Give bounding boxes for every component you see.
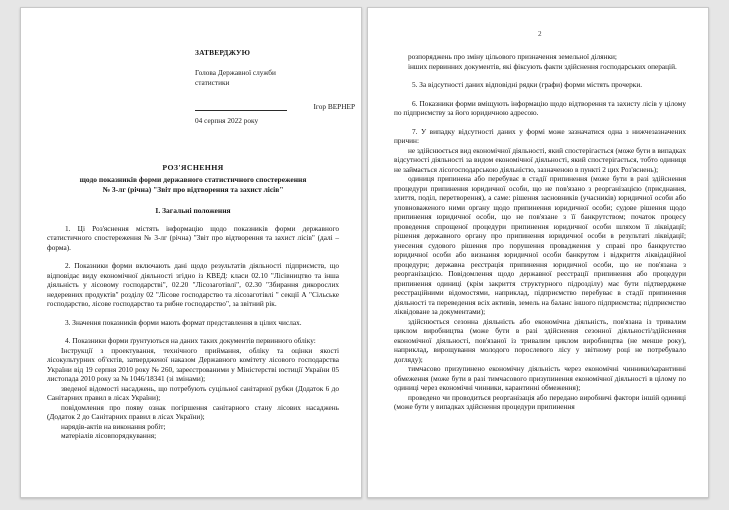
document-title: РОЗ'ЯСНЕННЯ [162,163,224,172]
document-page-2[interactable] [367,7,709,498]
page-1-content [47,22,355,487]
paragraph-4: 4. Показники форми ґрунтуються на даних таких документів первинного обліку: [65,336,316,345]
paragraph-4-item-1: Інструкції з проектування, технічного приймання, обліку та оцінки якості лісокультурних об'єктів, затвердженої наказом Державного комітету лісового господарства України від 19 серпня 2010 року № 260, зареєстрованими у Міністерстві юстиції України 05 листопада 2010 року за № 1046/18341 (зі змінами); [47,345,339,383]
document-subtitle-line-1: щодо показників форми державного статистичного спостереження [79,174,307,184]
paragraph-7-item-5: проведено чи проводиться реорганізація або передано виробничі фактори іншій одиниці (може бути у випадках здійснення процедури припинення [394,392,686,411]
approval-block [195,48,355,125]
paragraph-7-item-1: не здійснюється вид економічної діяльності, який спостерігається (може бути в випадках відсутності діяльності за видом економічної діяльності, який спостерігається, тобто одиниця не займається лісогосподарською діяльністю, зазначеною в пункті 2 цих Роз'яснень); [394,145,686,174]
signature-line [195,102,287,111]
continuation-item-1: розпоряджень про зміну цільового призначення земельної ділянки; [408,52,617,61]
document-title-block [47,163,339,195]
approval-date: 04 серпня 2022 року [195,116,259,125]
paragraph-7-item-3: здійснюється сезонна діяльність або економічна діяльність, пов'язана із тривалим циклом виробництва (може бути в разі здійснення сезонної діяльності/здійснення економічної діяльності, пов'язаної із тривалим циклом виробництва (не менше року), наприклад, вирощування молодого порослевого лісу у звітному році не потребувало догляду); [394,316,686,364]
paragraph-7-item-2: одиниця припинена або перебуває в стадії припинення (може бути в разі здійснення процедури припинення юридичної особи, що не пов'язано з реорганізацією (приєднання, злиття, поділ, перетворення), а саме: рішення засновників (учасників) юридичної особи або уповноваженого ними органу щодо припинення юридичної особи; судове рішення щодо припинення юридичної особи, що не пов'язане з її банкрутством; початок процесу проведення спрощеної процедури припинення юридичної особи шляхом її ліквідації; рішення державного органу про припинення юридичної особи в результаті ліквідації; унесення судового рішення про порушення провадження у справі про банкрутство юридичної особи або визнання юридичної особи банкрутом і відкриття ліквідаційної процедури; державна реєстрація припинення юридичної особи, що не пов'язана з реорганізацією. Повідомлення щодо державної реєстрації припинення або процедури припинення одиниці (крім закриття структурного підрозділу) має бути підтверджене реєстраційними відомостями, наприклад, підприємство перебуває в стадії припинення діяльності та переведення всіх активів, земель на баланс іншого підприємства; підприємство ліквідоване за документами); [394,174,686,316]
page-number: 2 [538,30,542,38]
approval-role-line-2: статистики [195,78,230,87]
continuation-item-2: інших первинних документів, які фіксують факти здійснення господарських операцій. [408,61,677,71]
paragraph-7: 7. У випадку відсутності даних у формі може зазначатися одна з нижчезазначених причин: [394,126,686,145]
paragraph-5: 5. За відсутності даних відповідні рядки (графи) форми містять прочерки. [412,80,643,89]
page-1-body [47,224,339,441]
paragraph-4-item-2: зведеної відомості насаджень, що потребують суцільної санітарної рубки (Додаток 6 до Санітарних правил в лісах України); [47,383,339,402]
paragraph-6: 6. Показники форми вміщують інформацію щодо відтворення та захисту лісів у цілому по підприємству за його юридичною адресою. [394,98,686,117]
paragraph-4-item-4: нарядів-актів на виконання робіт; [61,421,166,431]
paragraph-7-item-4: тимчасово призупинено економічну діяльність через економічні чинники/карантинні обмеження (може бути в разі тимчасового призупинення економічної діяльності в цілому по одиниці через економічні чинники, карантинні обмеження); [394,364,686,392]
approval-role [195,68,355,88]
document-subtitle-line-2: № 3-лг (річна) "Звіт про відтворення та захист лісів" [102,184,284,194]
paragraph-4-item-3: повідомлення про появу ознак погіршення санітарного стану лісових насаджень (Додаток 2 до Санітарних правил в лісах України); [47,402,339,421]
approval-role-line-1: Голова Державної служби [195,68,276,77]
signatory-name: Ігор ВЕРНЕР [313,102,355,111]
document-page-1[interactable] [20,7,362,498]
page-2-content [394,22,686,487]
paragraph-2: 2. Показники форми включають дані щодо результатів діяльності підприємств, що відповідає виду економічної діяльності згідно із КВЕД: класи 02.10 "Лісівництво та інша діяльність у лісовому господарстві", 02.20 "Лісозаготівлі", 02.30 "Збирання дикорослих недеревних продуктів" розділу 02 "Лісове господарство та лісозаготівлі " секції А "Сільське господарство, лісове господарство та рибне господарство", за звітний рік. [47,261,339,308]
approval-heading: ЗАТВЕРДЖУЮ [195,48,251,57]
page-2-body [394,52,686,412]
section-heading-general-provisions: I. Загальні положення [155,205,231,215]
paragraph-1: 1. Ці Роз'яснення містять інформацію щодо показників форми державного статистичного спостереження № 3-лг (річна) "Звіт про відтворення та захист лісів" (далі – форма). [47,223,339,252]
signature-row [195,102,355,111]
paragraph-4-item-5: матеріалів лісовпорядкування; [61,431,157,440]
paragraph-3: 3. Значення показників форми мають формат представлення в цілих числах. [65,317,302,327]
